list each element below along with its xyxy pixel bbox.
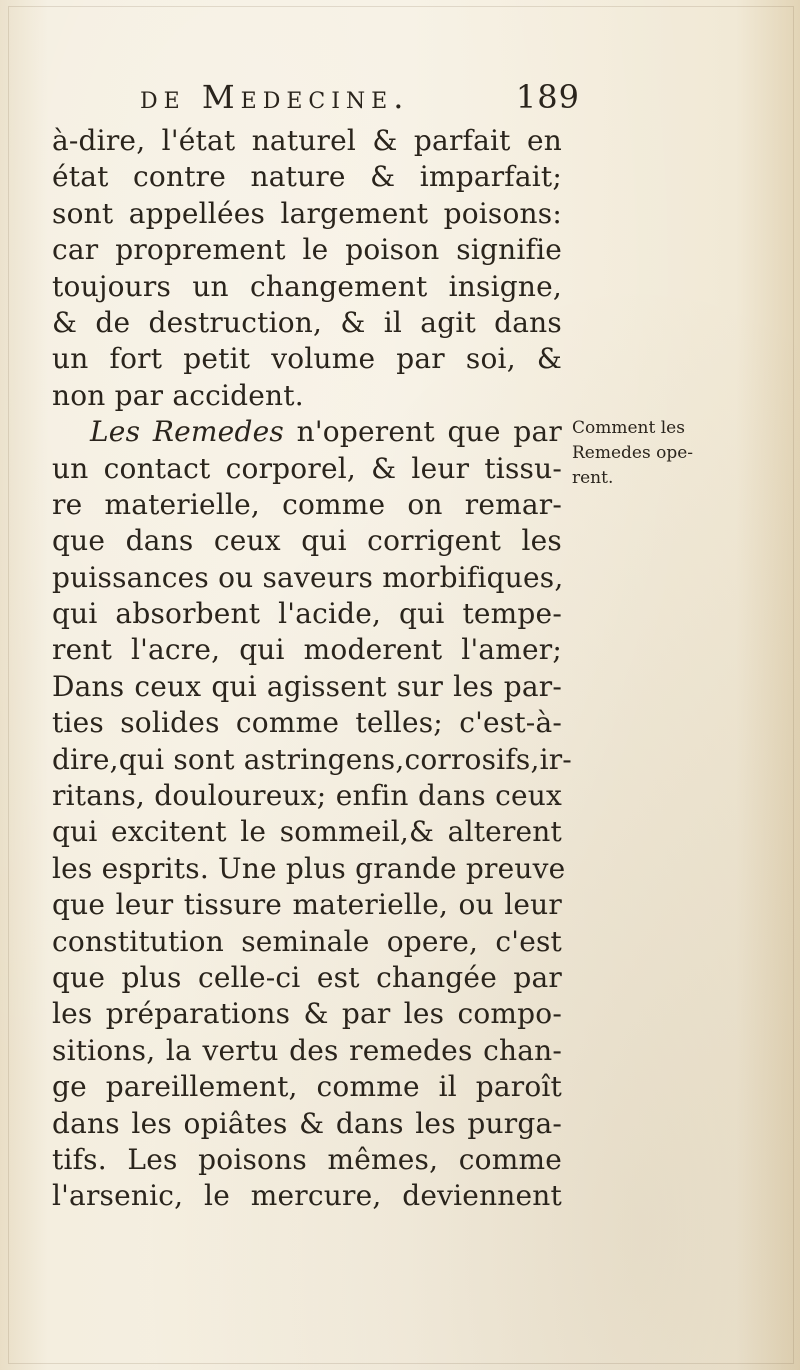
text-line: que plus celle-ci est changée par (52, 960, 562, 994)
text-line: état contre nature & imparfait; (52, 160, 562, 194)
margin-note (572, 416, 722, 491)
text-line: puissances ou saveurs morbifiques, (52, 560, 564, 594)
italic-phrase: Les Remedes (90, 415, 284, 449)
text-line: tifs. Les poisons mêmes, comme (52, 1142, 562, 1176)
text-line: un fort petit volume par soi, & (52, 342, 562, 376)
text-line: sitions, la vertu des remedes chan- (52, 1033, 562, 1067)
text-fragment: n'operent que par (283, 415, 562, 449)
text-line: les préparations & par les compo- (52, 997, 562, 1031)
text-line: l'arsenic, le mercure, deviennent (52, 1179, 562, 1213)
text-line: un contact corporel, & leur tissu- (52, 451, 562, 485)
text-line: dire,qui sont astringens,corrosifs,ir- (52, 742, 572, 776)
text-line: non par accident. (52, 378, 304, 412)
page-number: 189 (515, 78, 580, 116)
paragraph-start-line (52, 414, 562, 450)
text-line: ties solides comme telles; c'est-à- (52, 706, 562, 740)
text-line: qui absorbent l'acide, qui tempe- (52, 597, 562, 631)
text-line: Dans ceux qui agissent sur les par- (52, 669, 562, 703)
margin-note-line: Remedes ope- (572, 443, 694, 463)
text-line: à-dire, l'état naturel & parfait en (52, 124, 562, 157)
text-line: constitution seminale opere, c'est (52, 924, 562, 958)
text-line: que dans ceux qui corrigent les (52, 524, 562, 558)
running-title: de Medecine. (140, 78, 410, 116)
text-line: que leur tissure materielle, ou leur (52, 888, 562, 922)
body-text (52, 123, 572, 1215)
text-line: dans les opiâtes & dans les purga- (52, 1106, 562, 1140)
text-line: & de destruction, & il agit dans (52, 305, 562, 339)
text-line: ge pareillement, comme il paroît (52, 1070, 562, 1104)
margin-note-line: Comment les (572, 418, 685, 438)
text-line: ritans, douloureux; enfin dans ceux (52, 779, 562, 813)
text-line: car proprement le poison signifie (52, 233, 562, 267)
margin-note-line: rent. (572, 468, 614, 488)
text-line: les esprits. Une plus grande preuve (52, 851, 566, 885)
text-line: qui excitent le sommeil,& alterent (52, 815, 562, 849)
running-head (140, 78, 580, 122)
text-line: rent l'acre, qui moderent l'amer; (52, 633, 562, 667)
text-line: toujours un changement insigne, (52, 269, 562, 303)
text-line: re materielle, comme on remar- (52, 487, 562, 521)
text-line: sont appellées largement poisons: (52, 196, 562, 230)
